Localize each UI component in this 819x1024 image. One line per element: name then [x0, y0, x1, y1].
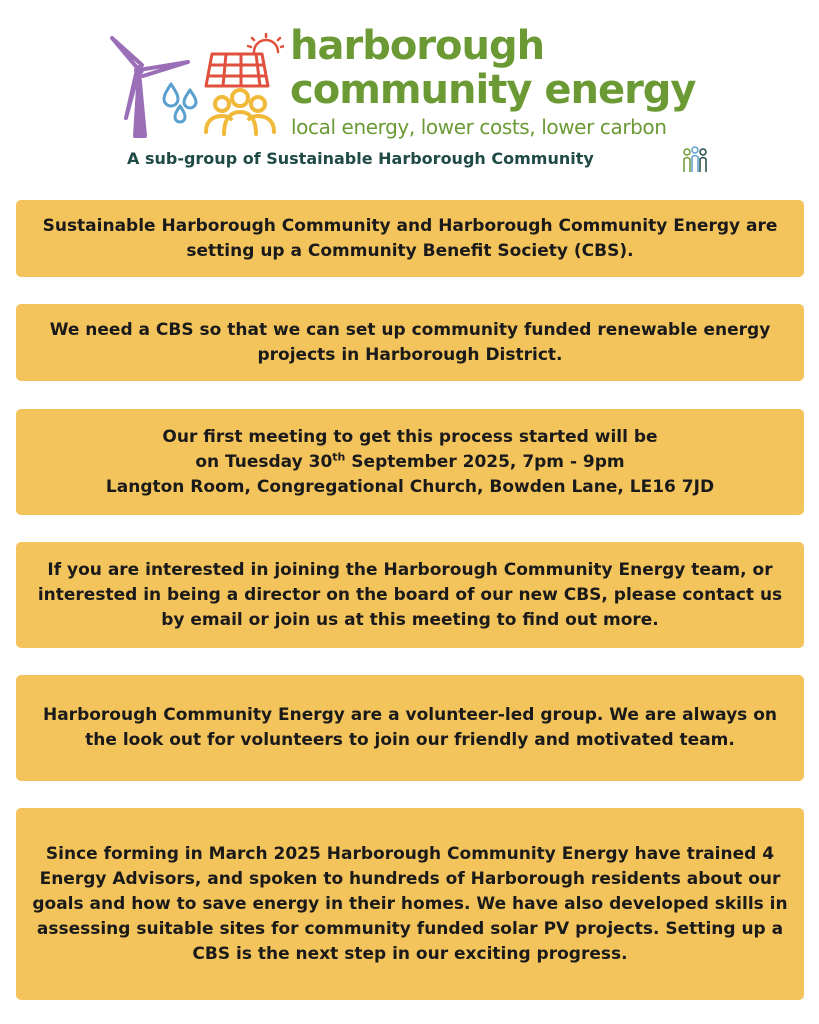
info-text: We need a CBS so that we can set up community funded renewable energy projects in Harborough District. — [49, 319, 771, 365]
brand-name-line1: harborough — [290, 23, 545, 69]
info-box-progress — [16, 808, 804, 1000]
subgroup-text: A sub-group of Sustainable Harborough Community — [127, 149, 594, 168]
sun-icon — [248, 34, 284, 52]
meeting-date-pre: on Tuesday 30 — [195, 451, 333, 472]
meeting-location: Langton Room, Congregational Church, Bowden Lane, LE16 7JD — [105, 476, 715, 497]
info-box-cbs-setup — [16, 200, 804, 277]
meeting-text — [106, 425, 714, 500]
info-text: Since forming in March 2025 Harborough Community Energy have trained 4 Energy Advisors, and spoken to hundreds of Harborough residents about our goals and how to save energy in their homes. We have also developed skills in assessing suitable sites for community funded solar PV projects. Setting up a CBS is the next step in our exciting progress. — [32, 843, 788, 964]
info-box-cbs-purpose — [16, 304, 804, 381]
info-box-join — [16, 542, 804, 648]
info-box-meeting — [16, 409, 804, 515]
meeting-date-post: September 2025, 7pm - 9pm — [345, 451, 625, 472]
people-group-icon — [206, 90, 274, 134]
info-text: Harborough Community Energy are a volunteer-led group. We are always on the look out for volunteers to join our friendly and motivated team. — [42, 705, 777, 750]
brand-name-line2: community energy — [290, 67, 696, 113]
logo-graphic — [104, 32, 284, 140]
solar-panel-icon — [206, 54, 268, 86]
info-text: If you are interested in joining the Harborough Community Energy team, or interested in being a director on the board of our new CBS, please contact us by email or join us at this meeting to find out more. — [37, 559, 783, 630]
water-drops-icon — [164, 84, 196, 122]
header — [0, 0, 819, 190]
meeting-date-suffix: th — [332, 449, 346, 463]
info-text: Sustainable Harborough Community and Harborough Community Energy are setting up a Community Benefit Society (CBS). — [42, 215, 778, 261]
meeting-line1: Our first meeting to get this process started will be — [162, 426, 658, 447]
info-box-volunteers — [16, 675, 804, 781]
small-people-icon — [680, 144, 710, 174]
tagline: local energy, lower costs, lower carbon — [291, 115, 667, 139]
